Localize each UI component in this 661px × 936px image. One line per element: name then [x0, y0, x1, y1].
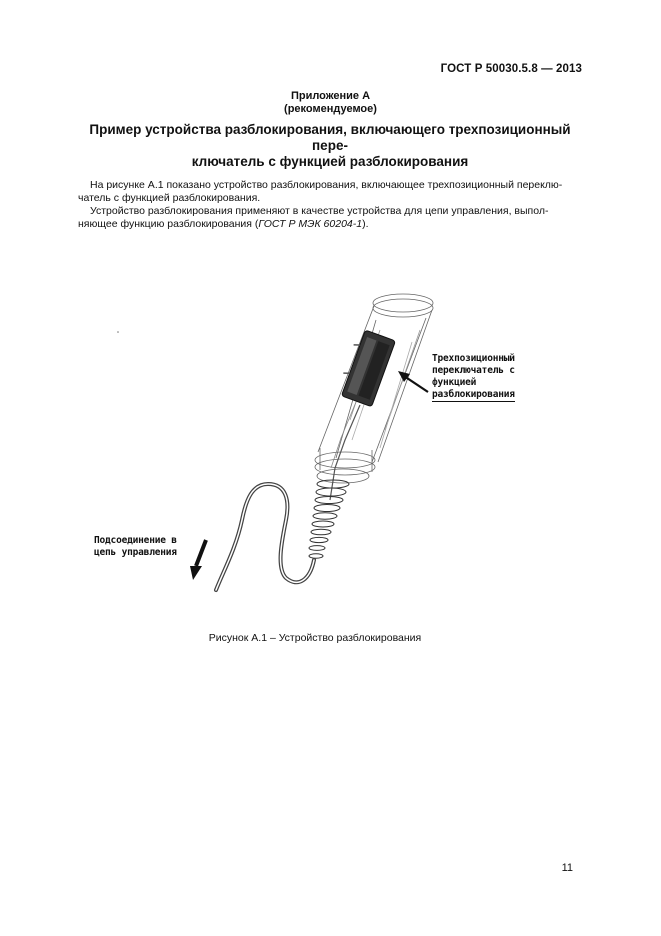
section-title-line1: Пример устройства разблокирования, включающего трехпозиционный пере-: [89, 122, 571, 153]
paragraph-2-prefix: няющее функцию разблокирования (: [78, 218, 259, 230]
standard-number: ГОСТ Р 50030.5.8 — 2013: [440, 63, 582, 75]
connection-label-line1: Подсоединение в: [94, 535, 177, 546]
annex-heading: [0, 90, 661, 116]
switch-pointer-arrow: [398, 371, 428, 392]
switch-label-line3: функцией: [432, 377, 477, 388]
device-housing: [318, 306, 432, 462]
annex-subtitle: (рекомендуемое): [284, 103, 377, 115]
connection-label-line2: цепь управления: [94, 547, 177, 558]
switch-label-line4: разблокирования: [432, 389, 515, 400]
connection-arrow: [190, 540, 206, 580]
paragraph-1-line2: чатель с функцией разблокирования.: [78, 192, 261, 204]
section-title-line2: ключатель с функцией разблокирования: [191, 154, 469, 169]
switch-label-line1: Трехпозиционный: [432, 353, 515, 364]
switch-label: [432, 353, 515, 401]
page-number: 11: [561, 862, 573, 874]
cable: [216, 484, 314, 590]
paragraph-2: [78, 205, 580, 231]
section-title: [80, 122, 580, 170]
paragraph-2-suffix: ).: [362, 218, 369, 230]
strain-relief: [309, 480, 349, 558]
standard-reference: ГОСТ Р МЭК 60204-1: [258, 218, 363, 230]
three-position-switch: [336, 328, 396, 407]
paragraph-1: [78, 179, 580, 205]
switch-label-line2: переключатель с: [432, 365, 515, 376]
connection-label: [94, 535, 177, 559]
device-top-cap: [373, 294, 433, 312]
device-collar: [315, 452, 375, 468]
figure-caption: Рисунок А.1 – Устройство разблокирования: [208, 632, 422, 644]
annex-title: Приложение А: [290, 90, 371, 102]
paragraph-1-line1: На рисунке А.1 показано устройство разблокирования, включающее трехпозиционный переклю-: [90, 179, 563, 191]
paragraph-2-line1: Устройство разблокирования применяют в качестве устройства для цепи управления, выпол-: [90, 205, 549, 217]
